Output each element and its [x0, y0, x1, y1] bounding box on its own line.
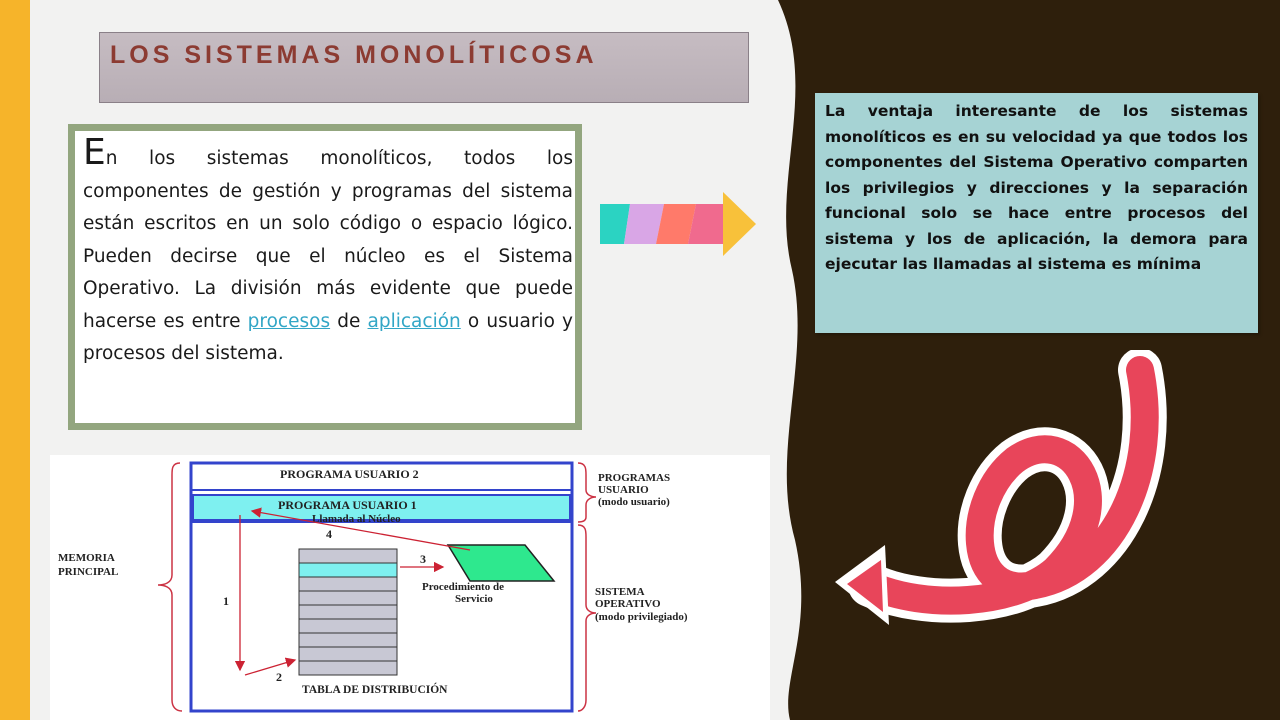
memoria-principal-label-1: MEMORIA: [58, 552, 115, 564]
body-text-part-1: n los sistemas monolíticos, todos los componentes de gestión y programas del sistema están escritos en un solo código o espacio lógico. Pueden decirse que el núcleo es el Sistema Operativo. La división más evidente que puede hacerse es entre: [83, 148, 573, 332]
programas-usuario-label-1: PROGRAMAS: [598, 472, 671, 484]
step-3: 3: [420, 552, 426, 566]
programas-usuario-label-2: USUARIO: [598, 484, 649, 496]
accent-strip: [0, 0, 30, 720]
tabla-distribucion-stack: [299, 549, 397, 675]
step-1: 1: [223, 594, 229, 608]
body-paragraph: [83, 132, 573, 371]
programa-usuario-1-label: PROGRAMA USUARIO 1: [278, 498, 417, 512]
link-aplicacion[interactable]: aplicación: [367, 310, 461, 332]
link-procesos[interactable]: procesos: [247, 310, 331, 332]
step-4: 4: [326, 527, 332, 541]
page-title: LOS SISTEMAS MONOLÍTICOSA: [110, 41, 598, 69]
procedimiento-label-2: Servicio: [455, 593, 493, 605]
programa-usuario-2-label: PROGRAMA USUARIO 2: [280, 467, 419, 481]
sistema-operativo-label-1: SISTEMA: [595, 586, 645, 598]
info-box: [815, 93, 1258, 333]
procedimiento-label-1: Procedimiento de: [422, 581, 504, 593]
arrow-right-icon: [598, 190, 763, 260]
programas-usuario-label-3: (modo usuario): [598, 496, 670, 508]
body-text-part-3: o usuario y procesos del sistema.: [83, 310, 573, 364]
sistema-operativo-label-2: OPERATIVO: [595, 598, 661, 610]
sistema-operativo-label-3: (modo privilegiado): [595, 611, 688, 623]
body-text-part-2: de: [330, 310, 368, 332]
step-2: 2: [276, 670, 282, 684]
tabla-label: TABLA DE DISTRIBUCIÓN: [302, 684, 448, 696]
monolithic-diagram: [50, 455, 770, 720]
ribbon-loop-icon: [815, 350, 1175, 680]
memoria-principal-label-2: PRINCIPAL: [58, 566, 119, 578]
info-text: La ventaja interesante de los sistemas monolíticos es en su velocidad ya que todos los componentes del Sistema Operativo comparten los privilegios y direcciones y la separación funcional solo se hace entre procesos del sistema y los de aplicación, la demora para ejecutar las llamadas al sistema es mínima: [825, 102, 1248, 273]
body-text-box: [68, 124, 582, 430]
drop-cap: E: [83, 132, 106, 173]
title-box: [99, 32, 749, 103]
llamada-label: Llamada al Núcleo: [312, 513, 401, 525]
